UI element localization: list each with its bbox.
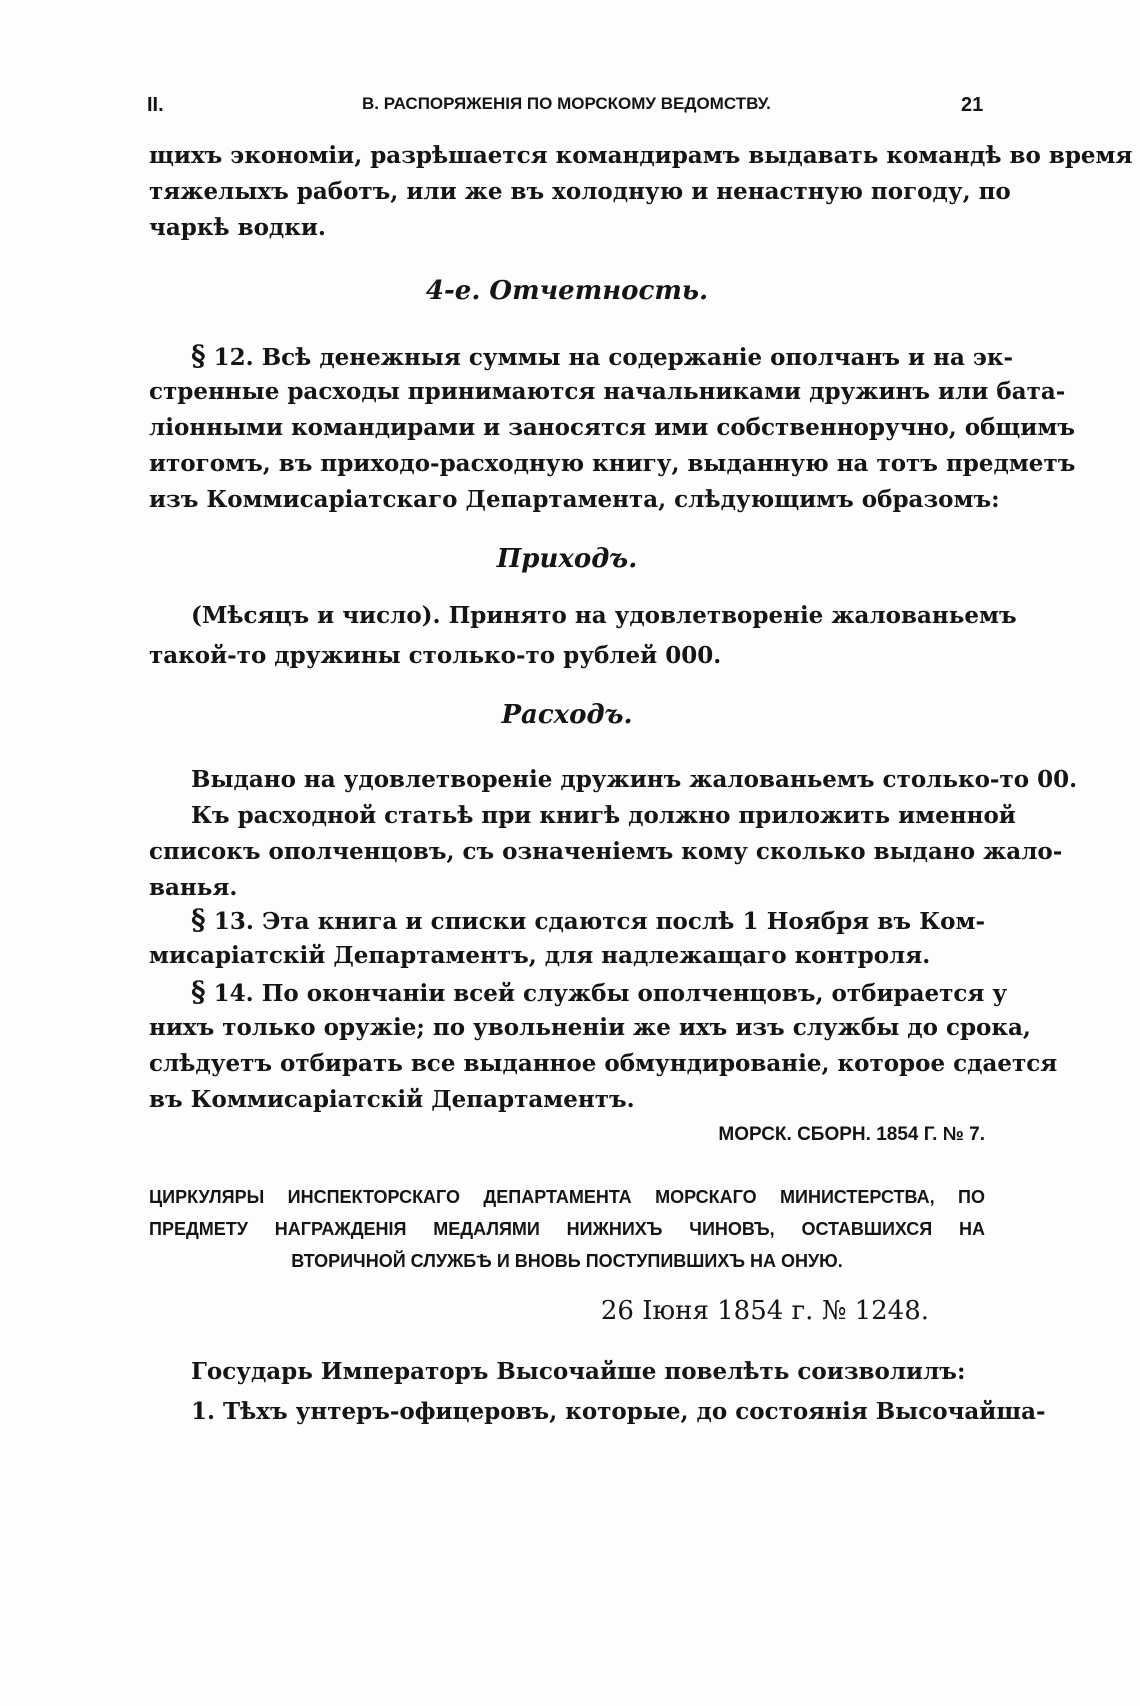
running-header-section: II.	[147, 94, 164, 116]
circular-title-line: ЦИРКУЛЯРЫ ИНСПЕКТОРСКАГО ДЕПАРТАМЕНТА МОРСКАГО МИНИСТЕРСТВА, ПО	[149, 1187, 985, 1207]
section-title: 4-е. Отчетность.	[425, 276, 709, 306]
expense-line: Выдано на удовлетвореніе дружинъ жалованьемъ столько-то 00.	[191, 766, 1078, 793]
intro-line: тяжелыхъ работъ, или же въ холодную и ненастную погоду, по	[149, 178, 1011, 205]
paragraph-12-line: ліонными командирами и заносятся ими собственноручно, общимъ	[149, 414, 1075, 441]
section-sign: §	[191, 339, 206, 372]
page-number: 21	[961, 94, 984, 116]
income-line: (Мѣсяцъ и число). Принято на удовлетвореніе жалованьемъ	[191, 602, 1017, 629]
paragraph-13-line: § 13. Эта книга и списки сдаются послѣ 1 Ноября въ Ком-	[191, 903, 985, 936]
closing-line: 1. Тѣхъ унтеръ-офицеровъ, которые, до состоянія Высочайша-	[191, 1398, 1046, 1425]
running-header-title: В. РАСПОРЯЖЕНІЯ ПО МОРСКОМУ ВЕДОМСТВУ.	[362, 94, 771, 113]
paragraph-12-line: итогомъ, въ приходо-расходную книгу, выданную на тотъ предметъ	[149, 450, 1076, 477]
expense-title: Расходъ.	[501, 700, 633, 730]
paragraph-12-line: § 12. Всѣ денежныя суммы на содержаніе ополчанъ и на эк-	[191, 339, 1014, 372]
circular-title-line: ПРЕДМЕТУ НАГРАЖДЕНІЯ МЕДАЛЯМИ НИЖНИХЪ ЧИНОВЪ, ОСТАВШИХСЯ НА	[149, 1219, 985, 1239]
paragraph-14-line: въ Коммисаріатскій Департаментъ.	[149, 1086, 635, 1113]
paragraph-14-line: нихъ только оружіе; по увольненіи же ихъ изъ службы до срока,	[149, 1014, 1031, 1041]
section-sign: §	[191, 975, 206, 1008]
paragraph-12-line: стренные расходы принимаются начальниками дружинъ или бата-	[149, 378, 1066, 405]
section-sign: §	[191, 903, 206, 936]
expense-line: списокъ ополченцовъ, съ означеніемъ кому сколько выдано жало-	[149, 838, 1063, 865]
expense-line: ванья.	[149, 874, 238, 901]
intro-line: щихъ экономіи, разрѣшается командирамъ выдавать командѣ во время	[149, 142, 1133, 169]
source-citation: МОРСК. СБОРН. 1854 Г. № 7.	[718, 1124, 985, 1145]
closing-line: Государь Императоръ Высочайше повелѣть соизволилъ:	[191, 1358, 966, 1385]
circular-date: 26 Іюня 1854 г. № 1248.	[600, 1296, 929, 1326]
intro-line: чаркѣ водки.	[149, 214, 326, 241]
paragraph-13-line: мисаріатскій Департаментъ, для надлежащаго контроля.	[149, 942, 931, 969]
expense-line: Къ расходной статьѣ при книгѣ должно приложить именной	[191, 802, 1016, 829]
income-title: Приходъ.	[496, 544, 638, 574]
paragraph-14-line: § 14. По окончаніи всей службы ополченцовъ, отбирается у	[191, 975, 1008, 1008]
income-line: такой-то дружины столько-то рублей 000.	[149, 642, 722, 669]
circular-title-line: ВТОРИЧНОЙ СЛУЖБѢ И ВНОВЬ ПОСТУПИВШИХЪ НА ОНУЮ.	[291, 1251, 843, 1271]
paragraph-14-line: слѣдуетъ отбирать все выданное обмундированіе, которое сдается	[149, 1050, 1058, 1077]
paragraph-12-line: изъ Коммисаріатскаго Департамента, слѣдующимъ образомъ:	[149, 486, 1000, 513]
